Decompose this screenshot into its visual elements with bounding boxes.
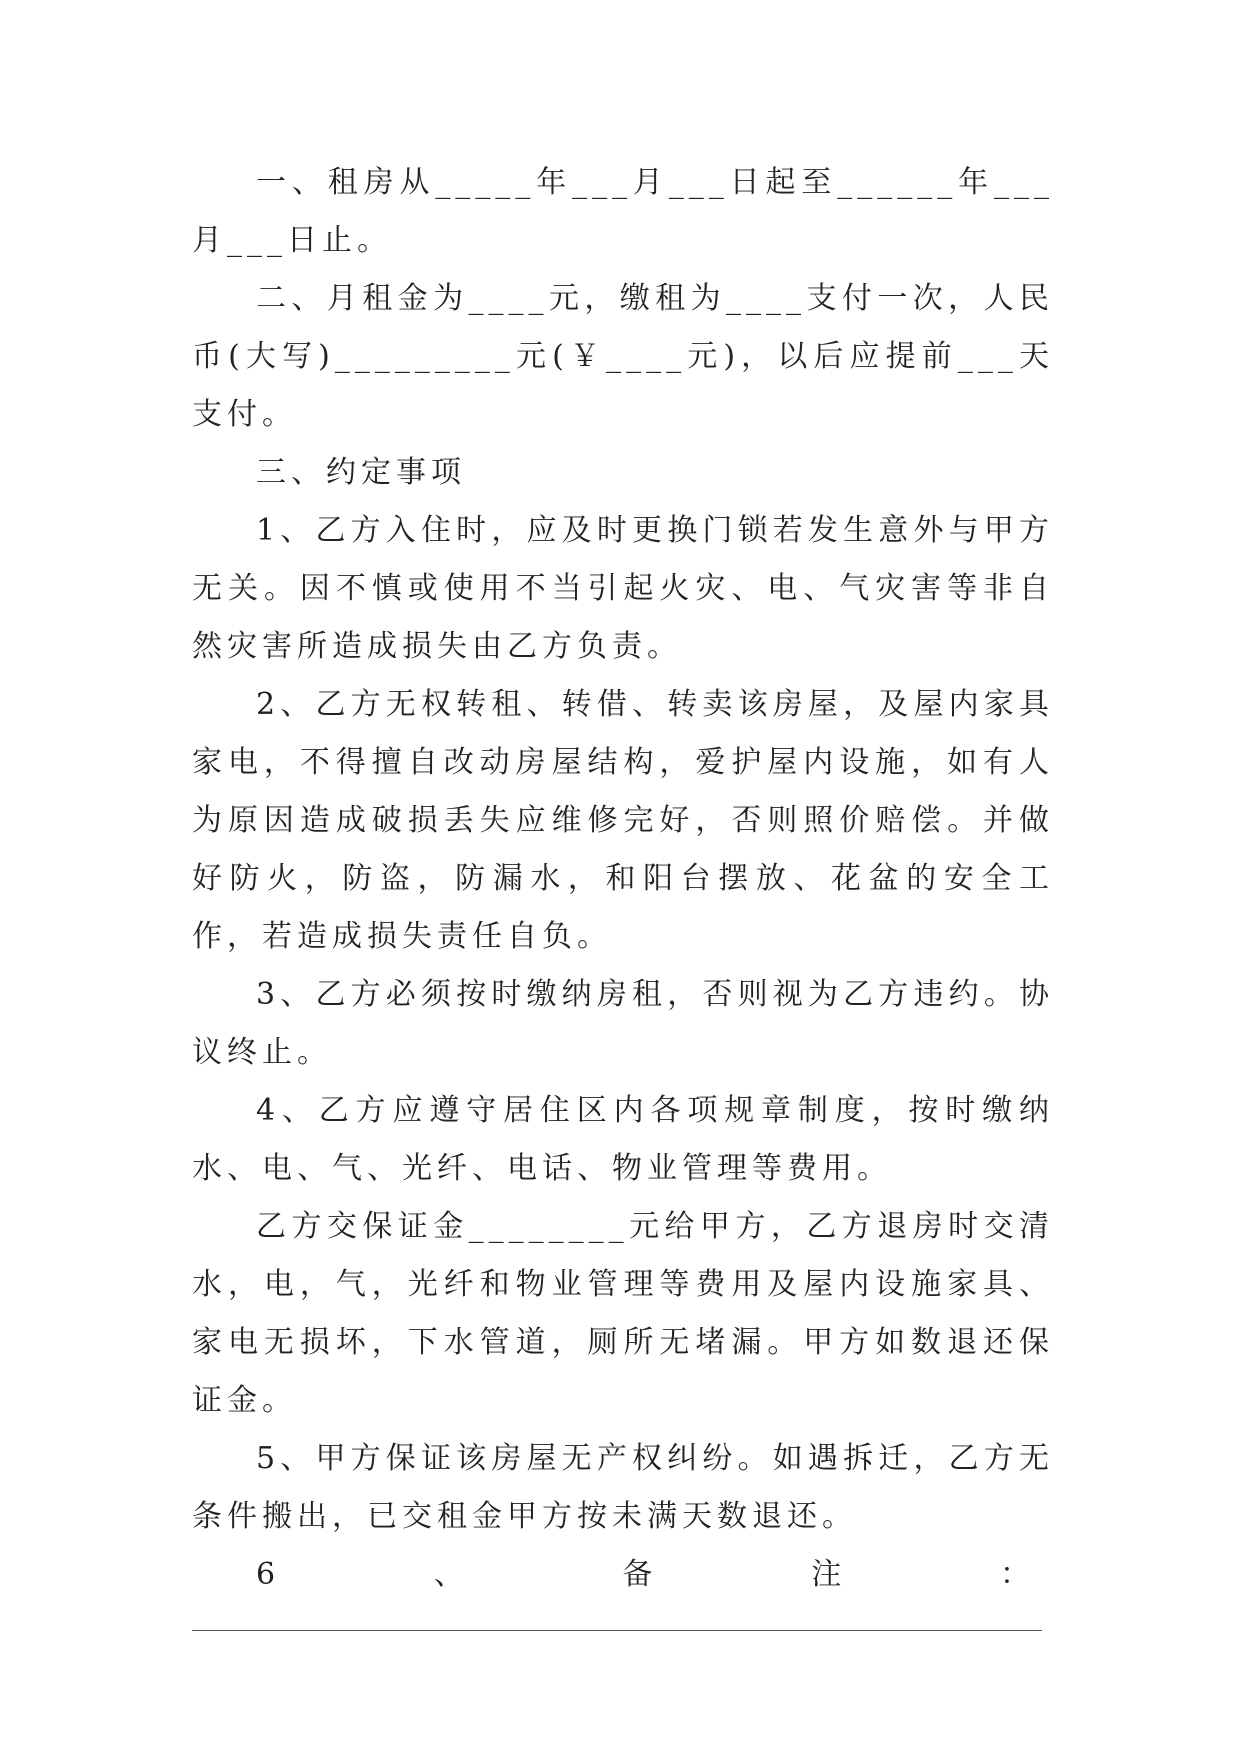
remark-char-1: 备: [622, 1557, 653, 1592]
clause-rental-period: 一、租房从_____年___月___日起至______年___月___日止。: [192, 165, 1054, 258]
clause-item-2: 2、乙方无权转租、转借、转卖该房屋，及屋内家具家电，不得擅自改动房屋结构，爱护屋内设施，如有人为原因造成破损丢失应维修完好，否则照价赔偿。并做好防火，防盗，防漏水，和阳台摆放、花盆的安全工作，若造成损失责任自负。: [192, 687, 1054, 954]
section-heading-agreed-matters: 三、约定事项: [256, 455, 466, 490]
document-page: [192, 154, 1054, 1631]
clause-item-1: 1、乙方入住时，应及时更换门锁若发生意外与甲方无关。因不慎或使用不当引起火灾、电、气灾害等非自然灾害所造成损失由乙方负责。: [192, 513, 1054, 664]
clause-item-4: 4、乙方应遵守居住区内各项规章制度，按时缴纳水、电、气、光纤、电话、物业管理等费用。: [192, 1093, 1054, 1186]
clause-monthly-rent: 二、月租金为____元，缴租为____支付一次，人民币(大写)_________元(￥____元)，以后应提前___天支付。: [192, 281, 1054, 432]
clause-item-3: 3、乙方必须按时缴纳房租，否则视为乙方违约。协议终止。: [192, 977, 1054, 1070]
remark-char-2: 注: [811, 1557, 842, 1592]
remark-number: 6: [256, 1557, 276, 1592]
remark-separator: 、: [433, 1557, 464, 1592]
remark-blank-line: [192, 1630, 1042, 1631]
remark-colon: ：: [999, 1557, 1030, 1592]
remark-line: [192, 1546, 1054, 1604]
clause-deposit: 乙方交保证金________元给甲方，乙方退房时交清水，电，气，光纤和物业管理等费用及屋内设施家具、家电无损坏，下水管道，厕所无堵漏。甲方如数退还保证金。: [192, 1209, 1054, 1418]
clause-item-5: 5、甲方保证该房屋无产权纠纷。如遇拆迁，乙方无条件搬出，已交租金甲方按未满天数退还。: [192, 1441, 1054, 1534]
